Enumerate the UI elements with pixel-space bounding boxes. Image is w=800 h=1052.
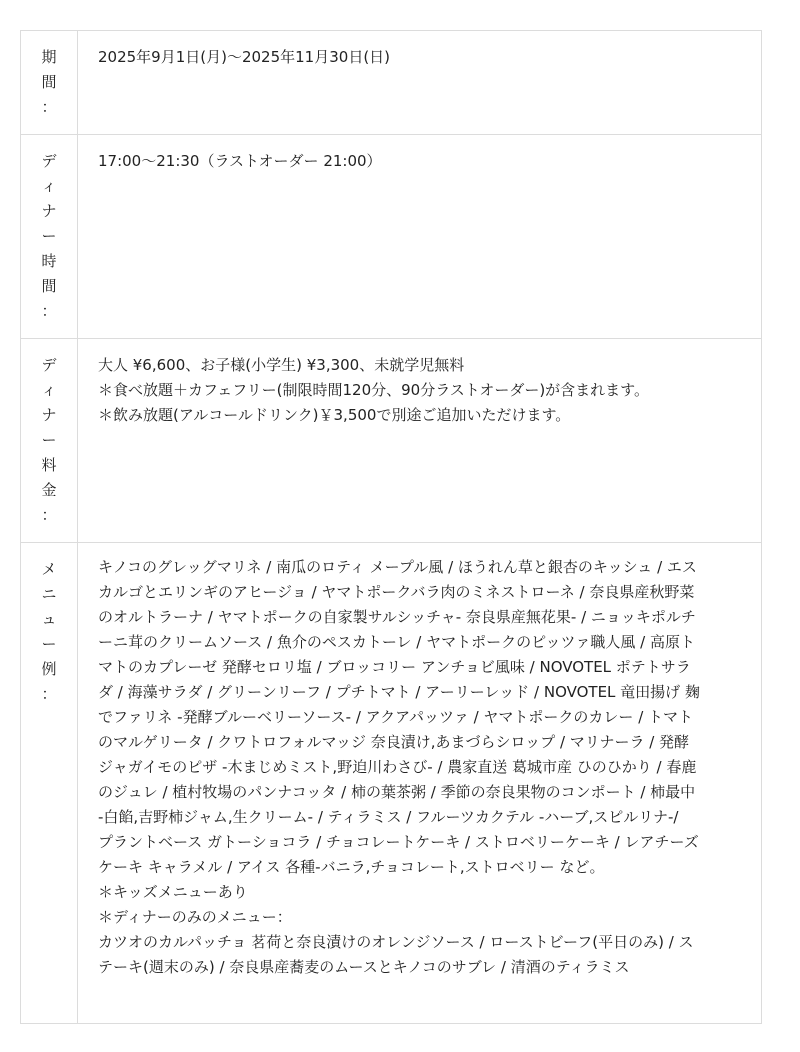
period-value: [78, 31, 761, 134]
label-char: ナ: [41, 406, 57, 424]
dinner-hours-row: [21, 135, 761, 339]
value-line: ＊食べ放題＋カフェフリー(制限時間120分、90分ラストオーダー)が含まれます。: [98, 381, 649, 399]
value-line: 2025年9月1日(月)〜2025年11月30日(日): [98, 48, 391, 66]
label-char: 金: [41, 481, 57, 499]
label-char: 例: [41, 660, 57, 678]
label-char: ：: [41, 685, 57, 703]
label-char: 期: [41, 48, 57, 66]
label-char: ュ: [41, 610, 57, 628]
label-char: ー: [41, 227, 57, 245]
value-line: ーニ茸のクリームソース / 魚介のペスカトーレ / ヤマトポークのピッツァ職人風 / 高原ト: [98, 633, 695, 651]
value-line: 大人 ¥6,600、お子様(小学生) ¥3,300、未就学児無料: [98, 356, 465, 374]
label-char: デ: [41, 152, 57, 170]
period-row: [21, 31, 761, 135]
period-label: [21, 31, 78, 134]
value-line: -白餡,吉野柿ジャム,生クリーム- / ティラミス / フルーツカクテル -ハーブ,スピルリナ-/: [98, 808, 679, 826]
label-char: ー: [41, 431, 57, 449]
value-line: のオルトラーナ / ヤマトポークの自家製サルシッチャ- 奈良県産無花果- / ニョッキポルチ: [98, 608, 696, 626]
label-char: ナ: [41, 202, 57, 220]
value-line: カルゴとエリンギのアヒージョ / ヤマトポークバラ肉のミネストローネ / 奈良県産秋野菜: [98, 583, 695, 601]
menu-example-value: [78, 543, 761, 1023]
label-char: ニ: [41, 585, 57, 603]
value-line: ＊飲み放題(アルコールドリンク)￥3,500で別途ご追加いただけます。: [98, 406, 571, 424]
dinner-price-value: [78, 339, 761, 542]
value-line: ＊キッズメニューあり: [98, 883, 248, 901]
dinner-price-row: [21, 339, 761, 543]
value-line: マトのカプレーゼ 発酵セロリ塩 / ブロッコリー アンチョビ風味 / NOVOTEL ポテトサラ: [98, 658, 691, 676]
value-line: カツオのカルパッチョ 茗荷と奈良漬けのオレンジソース / ローストビーフ(平日のみ) / ス: [98, 933, 694, 951]
value-line: でファリネ -発酵ブルーベリーソース- / アクアパッツァ / ヤマトポークのカレー / トマト: [98, 708, 694, 726]
value-line: のマルゲリータ / クワトロフォルマッジ 奈良漬け,あまづらシロップ / マリナーラ / 発酵: [98, 733, 690, 751]
label-char: ：: [41, 302, 57, 320]
dinner-hours-label: [21, 135, 78, 338]
dinner-hours-value: [78, 135, 761, 338]
info-table: [20, 30, 762, 1024]
label-char: 間: [41, 277, 57, 295]
value-line: ケーキ キャラメル / アイス 各種-バニラ,チョコレート,ストロベリー など。: [98, 858, 605, 876]
value-line: 17:00〜21:30（ラストオーダー 21:00）: [98, 152, 382, 170]
label-char: 時: [41, 252, 57, 270]
value-line: キノコのグレッグマリネ / 南瓜のロティ メープル風 / ほうれん草と銀杏のキッシュ / エス: [98, 558, 697, 576]
value-line: のジュレ / 植村牧場のパンナコッタ / 柿の葉茶粥 / 季節の奈良果物のコンポート / 柿最中: [98, 783, 696, 801]
label-char: ：: [41, 98, 57, 116]
label-char: デ: [41, 356, 57, 374]
value-line: ＊ディナーのみのメニュー：: [98, 908, 292, 926]
label-char: 料: [41, 456, 57, 474]
dinner-price-label: [21, 339, 78, 542]
label-char: 間: [41, 73, 57, 91]
value-line: ジャガイモのピザ -木まじめミスト,野迫川わさび- / 農家直送 葛城市産 ひのひかり / 春鹿: [98, 758, 697, 776]
value-line: ダ / 海藻サラダ / グリーンリーフ / プチトマト / アーリーレッド / NOVOTEL 竜田揚げ 麹: [98, 683, 700, 701]
menu-example-row: [21, 543, 761, 1023]
label-char: ：: [41, 506, 57, 524]
value-line: プラントベース ガトーショコラ / チョコレートケーキ / ストロベリーケーキ / レアチーズ: [98, 833, 699, 851]
value-line: テーキ(週末のみ) / 奈良県産蕎麦のムースとキノコのサブレ / 清酒のティラミス: [98, 958, 630, 976]
menu-example-label: [21, 543, 78, 1023]
label-char: ー: [41, 635, 57, 653]
label-char: メ: [41, 560, 57, 578]
label-char: ィ: [41, 177, 57, 195]
label-char: ィ: [41, 381, 57, 399]
